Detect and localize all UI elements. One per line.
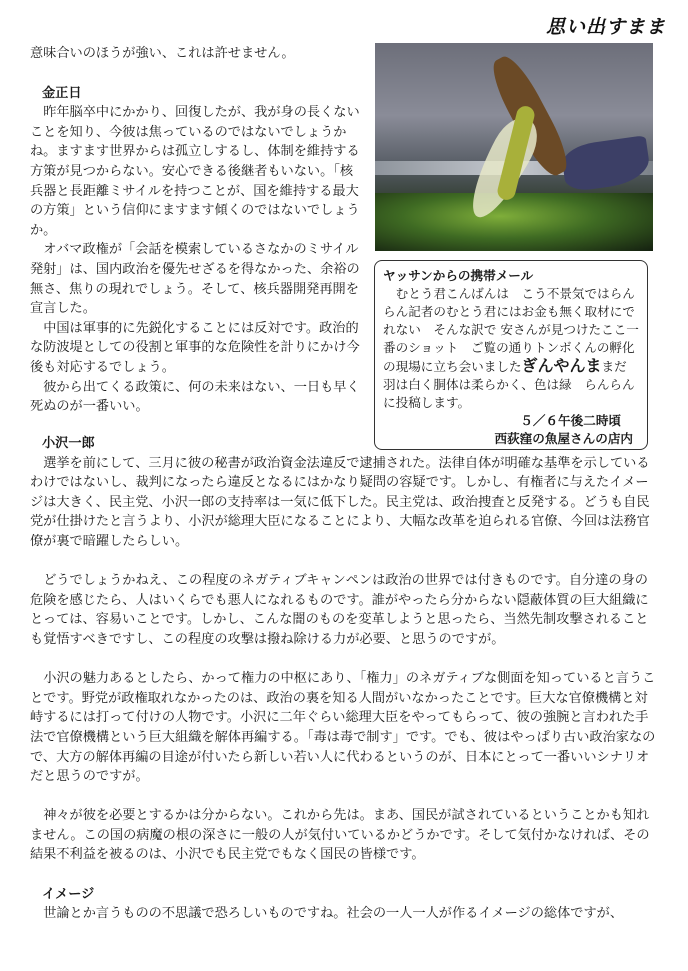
paragraph: 昨年脳卒中にかかり、回復したが、我が身の長くないことを知り、今彼は焦っているのではないでしょうかね。ますます世界からは孤立しするし、体制を維持する方策が見つからない。安心できる後継者もいない。「核兵器と長距離ミサイルを持つことが、国を維持する最大の方策」という信仰にますます傾くのではないでしょうか。 [30, 105, 360, 238]
paragraph: 中国は軍事的に先鋭化することには反対です。政治的な防波堤としての役割と軍事的な危険性を計りにかけ今後も対応するでしょう。 [30, 320, 360, 375]
memo-body-text-2: まだ羽は白く胴体は柔らかく、色は緑 らんらんに投稿します。 [383, 359, 635, 410]
photo-cloth [560, 135, 652, 193]
mobile-mail-box [374, 260, 648, 450]
left-column [30, 44, 366, 417]
memo-title: ヤッサンからの携帯メール [383, 268, 534, 283]
memo-emphasis: ぎんやんま [521, 356, 602, 375]
dragonfly-photo [375, 43, 653, 251]
memo-body-text: むとう君こんばんは こう不景気ではらんらん記者のむとう君にはお金も無く取材にでれない そんな訳で 安さんが見つけたここ一番のショット ご覧の通りトンボくんの孵化の現場に立ち会いました [383, 286, 639, 374]
paragraph: 世論とか言うものの不思議で恐ろしいものですね。社会の一人一人が作るイメージの総体ですが、 [43, 906, 624, 922]
paragraph: 小沢の魅力あるとしたら、かって権力の中枢にあり、「権力」のネガティブな側面を知っていると言うことです。野党が政権取れなかったのは、政治の裏を知る人間がいなかったことです。巨大な官僚機構と対峙するには打って付けの人物です。小沢に二年ぐらい総理大臣をやってもらって、彼の強腕と言われた手法で官僚機構という巨大組織を解体再編する。「毒は毒で制す」です。でも、彼はやっぱり古い政治家なので、大方の解体再編の目途が付いたら新しい若い人に代わるというのが、日本にとって一番いいシナリオだと思うのですが。 [30, 671, 656, 785]
memo-date: ５／６午後二時頃 [520, 413, 621, 428]
paragraph: どうでしょうかねえ、この程度のネガティブキャンペンは政治の世界では付きものです。自分達の身の危険を感じたら、人はいくらでも悪人になれるものです。誰がやったら分からない隠蔽体質の巨大組織にとっては、容易いことです。しかし、こんな闇のものを変革しようと思ったら、当然先制攻撃されることも覚悟すべきですし、この程度の攻撃は撥ね除ける力が必要、と思うのですが。 [30, 573, 649, 647]
memo-place: 西荻窪の魚屋さんの店内 [494, 431, 633, 446]
page-title: 思い出すまま [545, 16, 666, 38]
intro-text: 意味合いのほうが強い、これは許せません。 [30, 46, 295, 61]
section-heading-ozawa: 小沢一郎 [42, 436, 95, 451]
section-heading-image: イメージ [42, 886, 95, 902]
section-heading-kim: 金正日 [42, 85, 82, 101]
paragraph: 選挙を前にして、三月に彼の秘書が政治資金法違反で逮捕された。法律自体が明確な基準を示しているわけではないし、裁判になったら違反となるにはかなり疑問の容疑です。しかし、有権者に与えたイメージは大きく、民主党、小沢一郎の支持率は一気に低下した。民主党は、政治捜査と反発する。どうも自民党が仕掛けたと言うより、小沢が総理大臣になることにより、大幅な改革を迫られる官僚、今回は法務官僚が裏で暗躍したらしい。 [30, 455, 650, 549]
full-width-article [30, 434, 660, 924]
paragraph: 神々が彼を必要とするかは分からない。これから先は。まあ、国民が試されているということかも知れません。この国の病魔の根の深さに一般の人が気付いているかどうかです。そして気付かなければ、その結果不利益を被るのは、小沢でも民主党でもなく国民の皆様です。 [30, 808, 650, 863]
photo-aquarium-bottom [375, 193, 653, 251]
paragraph: オバマ政権が「会話を模索しているさなかのミサイル発射」は、国内政治を優先せざるを得なかった、余裕の無さ、焦りの現れでしょう。そして、核兵器開発再開を宣言した。 [30, 242, 360, 317]
memo-body [383, 285, 639, 412]
paragraph: 彼から出てくる政策に、何の未来はない、一日も早く死ぬのが一番いい。 [30, 379, 360, 415]
